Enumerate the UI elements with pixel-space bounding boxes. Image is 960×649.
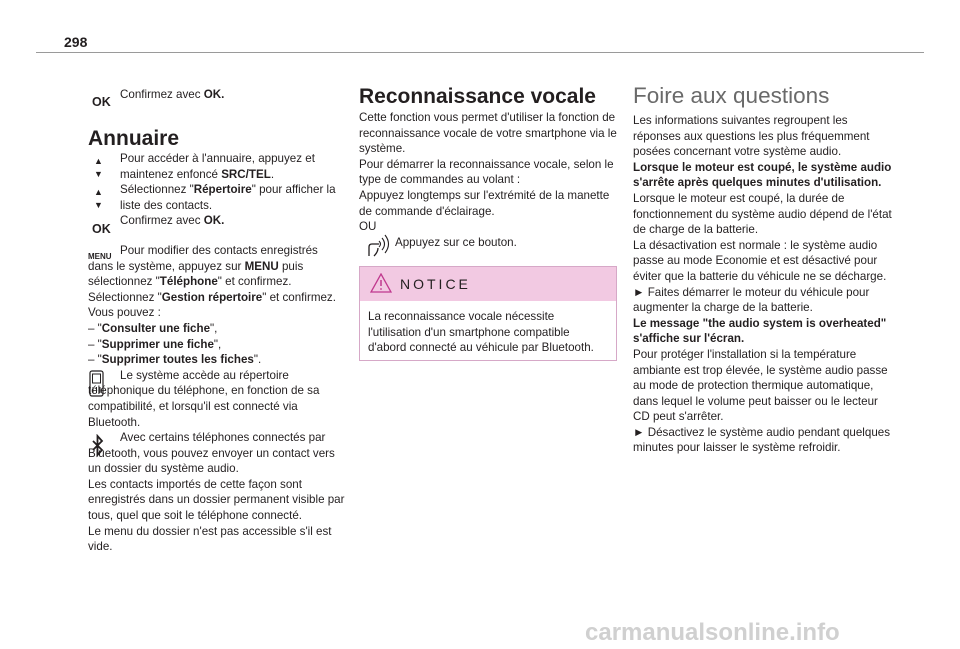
confirm-ok-line: Confirmez avec OK. [120, 88, 225, 101]
watermark: carmanualsonline.info [585, 619, 840, 646]
annuaire-text [88, 151, 346, 555]
faq-question-1: Lorsque le moteur est coupé, le système audio s'arrête après quelques minutes d'utilisation. [633, 160, 892, 190]
notice-header [360, 267, 616, 301]
option-supprimer: – "Supprimer une fiche", [88, 337, 222, 351]
faq-intro: Les informations suivantes regroupent les réponses aux questions les plus fréquemment posées concernant votre système audio. [633, 114, 870, 159]
voice-button-text: Appuyez sur ce bouton. [395, 235, 517, 249]
notice-text: La reconnaissance vocale nécessite l'utilisation d'un smartphone compatible d'abord connecté au véhicule par Bluetooth. [368, 310, 594, 355]
modify-contacts: Pour modifier des contacts enregistrés dans le système, appuyez sur MENU puis sélectionnez "Téléphone" et confirmez. [88, 243, 318, 289]
faq-answer-2: Pour protéger l'installation si la température ambiante est trop élevée, le système audio passe au mode de protection thermique automatique, dans lequel le volume peut baisser ou le lecteur CD peut s'arrêter. [633, 347, 888, 424]
column-2 [359, 110, 617, 250]
header-divider [36, 52, 924, 53]
phone-icon [88, 370, 106, 398]
option-supprimer-toutes: – "Supprimer toutes les fiches". [88, 353, 262, 367]
column-3 [633, 113, 895, 456]
faq-answer-1c: ► Faites démarrer le moteur du véhicule pour augmenter la charge de la batterie. [633, 285, 870, 315]
imported-contacts-text: Les contacts importés de cette façon sont enregistrés dans un dossier permanent visible par tous, quel que soit le téléphone connecté. [88, 477, 345, 523]
notice-box [359, 266, 617, 361]
faq-question-2: Le message "the audio system is overheated" s'affiche sur l'écran. [633, 316, 887, 346]
page-number: 298 [64, 34, 88, 50]
step-2: Sélectionnez "Répertoire" pour afficher la liste des contacts. [120, 183, 336, 212]
column-1 [88, 87, 346, 103]
menu-icon: MENU [88, 252, 112, 261]
faq-answer-1b: La désactivation est normale : le système audio passe au mode Economie et est désactivé pour éviter que la batterie du véhicule ne se décharge. [633, 238, 887, 283]
arrow-up-down-icon: ▲ ▼ [94, 156, 103, 179]
bluetooth-icon [92, 434, 104, 458]
voice-intro: Cette fonction vous permet d'utiliser la fonction de reconnaissance vocale de votre smartphone via le système. [359, 111, 617, 156]
voice-start: Pour démarrer la reconnaissance vocale, selon le type de commandes au volant : [359, 157, 614, 187]
option-consulter: – "Consulter une fiche", [88, 321, 218, 335]
voice-lighting-stalk: Appuyez longtemps sur l'extrémité de la manette de commande d'éclairage. [359, 188, 610, 218]
section-heading-faq: Foire aux questions [633, 83, 830, 108]
step-1: Pour accéder à l'annuaire, appuyez et maintenez enfoncé SRC/TEL. [120, 152, 315, 181]
ok-icon: OK [92, 222, 111, 236]
phone-directory-text: Le système accède au répertoire téléphonique du téléphone, en fonction de sa compatibilité, et lorsqu'il est connecté via Bluetooth. [88, 368, 320, 429]
arrow-up-down-icon: ▲ ▼ [94, 187, 103, 210]
warning-icon [370, 273, 392, 293]
ok-icon: OK [92, 95, 111, 109]
step-3: Confirmez avec OK. [120, 214, 225, 228]
faq-answer-2b: ► Désactivez le système audio pendant quelques minutes pour laisser le système refroidir. [633, 425, 891, 455]
bluetooth-contact-text: Avec certains téléphones connectés par Bluetooth, vous pouvez envoyer un contact vers un dossier du système audio. [88, 431, 335, 476]
section-heading-annuaire: Annuaire [88, 127, 180, 150]
select-gestion: Sélectionnez "Gestion répertoire" et confirmez. [88, 290, 336, 304]
notice-title: NOTICE [400, 276, 471, 292]
folder-menu-text: Le menu du dossier n'est pas accessible s'il est vide. [88, 524, 332, 554]
voice-or: OU [359, 220, 377, 234]
faq-answer-1: Lorsque le moteur est coupé, la durée de fonctionnement du système audio dépend de l'état de charge de la batterie. [633, 191, 892, 237]
section-heading-reconnaissance: Reconnaissance vocale [359, 85, 596, 108]
voice-command-icon [362, 232, 392, 260]
vous-pouvez: Vous pouvez : [88, 306, 161, 320]
